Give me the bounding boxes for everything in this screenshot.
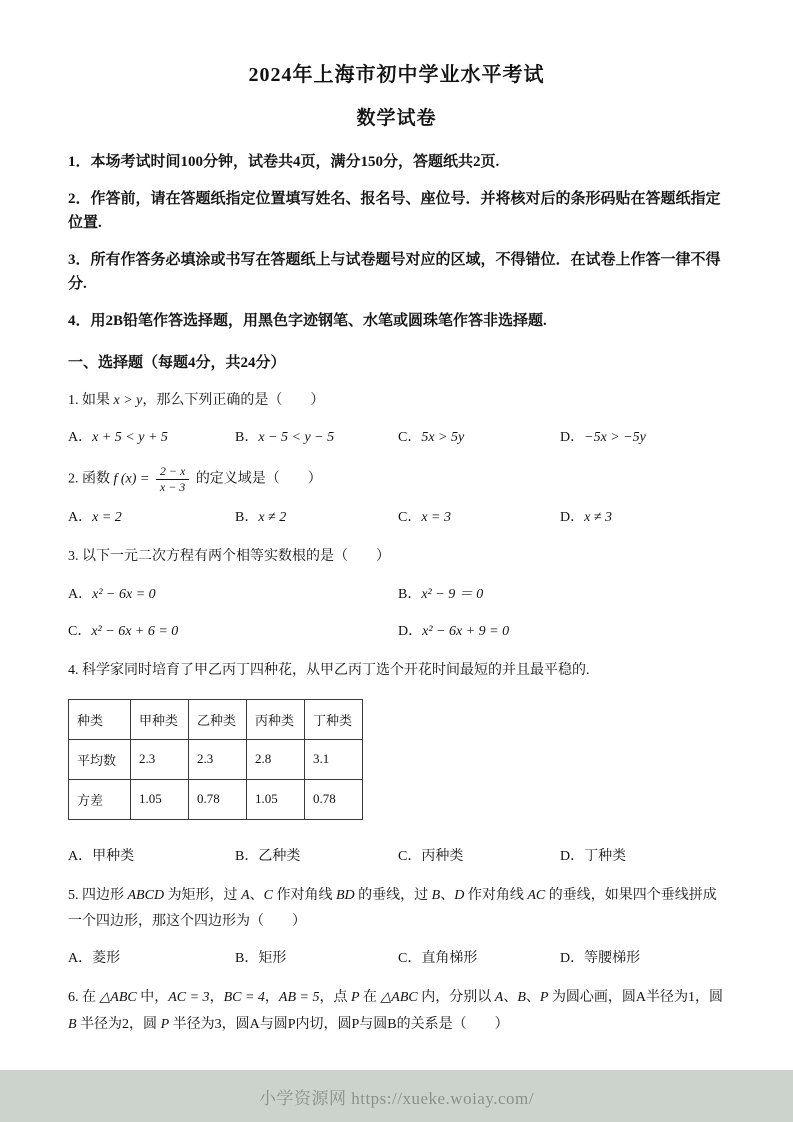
table-cell: 3.1 [305,739,363,779]
text-run: C． [398,429,422,445]
math-run: x − 5 < y − 5 [258,429,335,445]
question-3-text [68,544,725,571]
text-run: 内，分别以 [417,989,495,1005]
question-4-options [68,846,725,867]
question-4-option-d [560,846,725,867]
table-cell: 丁种类 [305,699,363,739]
math-run: AB = 5 [278,989,320,1005]
text-run: C． [68,624,92,640]
math-run: x² − 6x + 9 = 0 [422,624,510,640]
exam-subtitle: 数学试卷 [356,108,437,129]
table-cell: 0.78 [305,779,363,819]
text-run: B．矩形 [235,950,287,966]
text-run: A．菱形 [68,950,121,966]
table-cell: 平均数 [69,739,131,779]
text-run: 、 [249,887,264,903]
text-run: 、 [503,989,518,1005]
question-1-option-c [398,427,560,448]
instruction-2: 2．作答前，请在答题纸指定位置填写姓名、报名号、座位号．并将核对后的条形码贴在答题纸指定位置. [68,191,721,231]
table-cell: 乙种类 [189,699,247,739]
math-run: ABCD [127,887,165,903]
math-run: −5x > −5y [584,429,646,445]
text-run: ， [264,989,279,1005]
text-run: C． [398,509,422,525]
math-run: D [454,887,465,903]
math-run: B [68,1016,77,1032]
text-run: A． [68,509,93,525]
math-run: △ABC [380,989,418,1005]
table-cell: 丙种类 [247,699,305,739]
table-row [69,739,363,779]
text-run: B． [398,587,422,603]
math-run: x > y [113,393,143,408]
question-1-option-b [235,427,398,448]
text-run: ， [209,989,224,1005]
question-2-option-d [560,507,725,528]
question-2-option-c [398,507,560,528]
math-run: x² − 6x = 0 [92,587,156,603]
instruction-3: 3．所有作答务必填涂或书写在答题纸上与试卷题号对应的区域，不得错位．在试卷上作答一律不得分. [68,252,721,292]
question-1-text [68,388,725,415]
text-run: B． [235,429,259,445]
footer-text: 小学资源网 https://xueke.woiay.com/ [258,1088,534,1108]
text-run: 为矩形，过 [164,887,242,903]
question-5-option-d [560,948,725,969]
math-run: P [350,989,360,1005]
text-run: C．直角梯形 [398,950,478,966]
text-run: D． [560,509,585,525]
text-run: 1. 如果 [68,393,114,408]
text-run: 为1，圆 [674,989,724,1005]
math-run: x ≠ 3 [584,509,613,525]
text-run: 的垂线，如果四个垂线拼成一个四边形，那这个四边形为（ ） [68,887,717,930]
text-run: D．等腰梯形 [560,950,641,966]
text-run: D．丁种类 [560,848,627,864]
question-5-option-a [68,948,235,969]
text-run: 半径为3，圆A与圆P内切，圆P与圆B的关系是（ ） [169,1016,509,1032]
question-3-options [68,584,725,642]
footer-watermark [0,1070,793,1122]
question-2-text [68,464,725,495]
text-run: 、 [525,989,540,1005]
math-run: 5x > 5y [421,429,465,445]
math-run: x ≠ 2 [258,509,287,525]
text-run: B． [235,509,259,525]
table-cell: 2.3 [131,739,189,779]
question-5-options [68,948,725,969]
question-2-options [68,507,725,528]
text-run: B．乙种类 [235,848,301,864]
text-run: 2. 函数 [68,471,114,487]
math-run: △ABC [99,989,137,1005]
question-5-text [68,883,725,936]
text-run: D． [560,429,585,445]
text-run: 的定义域是（ ） [192,471,322,487]
question-6-text [68,985,725,1038]
question-4-option-b [235,846,398,867]
table-cell: 种类 [69,699,131,739]
table-cell: 1.05 [131,779,189,819]
table-cell: 1.05 [247,779,305,819]
math-run: B [431,887,441,903]
text-run: 在 [359,989,381,1005]
question-3-option-a [68,584,398,605]
math-run: BC = 4 [223,989,265,1005]
math-run: AC [527,887,546,903]
text-run: 3. 以下一元二次方程有两个相等实数根的是（ ） [68,548,390,564]
instruction-1: 1．本场考试时间100分钟，试卷共4页，满分150分，答题纸共2页. [68,154,500,170]
text-run: ，那么下列正确的是（ ） [142,393,325,408]
math-run: BD [335,887,355,903]
question-3-option-b [398,584,725,605]
q4-statistics-table [68,699,363,820]
math-run: f (x) = [113,471,153,487]
text-run: 的垂线，过 [354,887,432,903]
table-cell: 方差 [69,779,131,819]
question-5-option-b [235,948,398,969]
text-run: 作对角线 [464,887,528,903]
question-1-options [68,427,725,448]
section-heading: 一、选择题（每题4分，共24分） [68,355,286,371]
text-run: ，点 [319,989,351,1005]
question-3-option-d [398,621,725,642]
math-run: P [539,989,549,1005]
math-run: A [494,989,504,1005]
table-header-row [69,699,363,739]
question-1-option-a [68,427,235,448]
text-run: A．甲种类 [68,848,135,864]
question-5-option-c [398,948,560,969]
table-row [69,779,363,819]
instruction-4: 4．用2B铅笔作答选择题，用黑色字迹钢笔、水笔或圆珠笔作答非选择题. [68,313,547,329]
text-run: 中， [136,989,169,1005]
math-run: P [160,1016,170,1032]
question-4-option-c [398,846,560,867]
question-3-option-c [68,621,398,642]
math-run: A [241,887,250,903]
question-1-option-d [560,427,725,448]
math-run: x² − 9 ＝ 0 [421,587,484,603]
table-cell: 0.78 [189,779,247,819]
text-run: C．丙种类 [398,848,464,864]
table-cell: 2.3 [189,739,247,779]
math-run: C [263,887,273,903]
math-run: x² − 6x + 6 = 0 [91,624,179,640]
text-run: 5. 四边形 [68,887,128,903]
math-run: x = 2 [92,509,122,525]
math-run: AC = 3 [168,989,210,1005]
fraction: $\frac{2 - x}{x - 3}$ [156,464,189,495]
exam-title: 2024年上海市初中学业水平考试 [248,64,545,86]
question-2-option-b [235,507,398,528]
question-2-option-a [68,507,235,528]
text-run: 6. 在 [68,989,100,1005]
text-run: A． [68,429,93,445]
table-cell: 2.8 [247,739,305,779]
text-run: 为圆心画，圆A半径 [548,989,675,1005]
question-4-text [68,658,725,685]
text-run: 半径为2，圆 [76,1016,161,1032]
math-run: x + 5 < y + 5 [92,429,168,445]
text-run: 4. 科学家同时培育了甲乙丙丁四种花，从甲乙丙丁选个开花时间最短的并且最平稳的. [68,663,590,679]
text-run: 、 [440,887,455,903]
math-run: x = 3 [421,509,452,525]
math-run: B [517,989,526,1005]
text-run: D． [398,624,423,640]
text-run: A． [68,587,93,603]
text-run: 作对角线 [272,887,336,903]
question-4-option-a [68,846,235,867]
table-cell: 甲种类 [131,699,189,739]
